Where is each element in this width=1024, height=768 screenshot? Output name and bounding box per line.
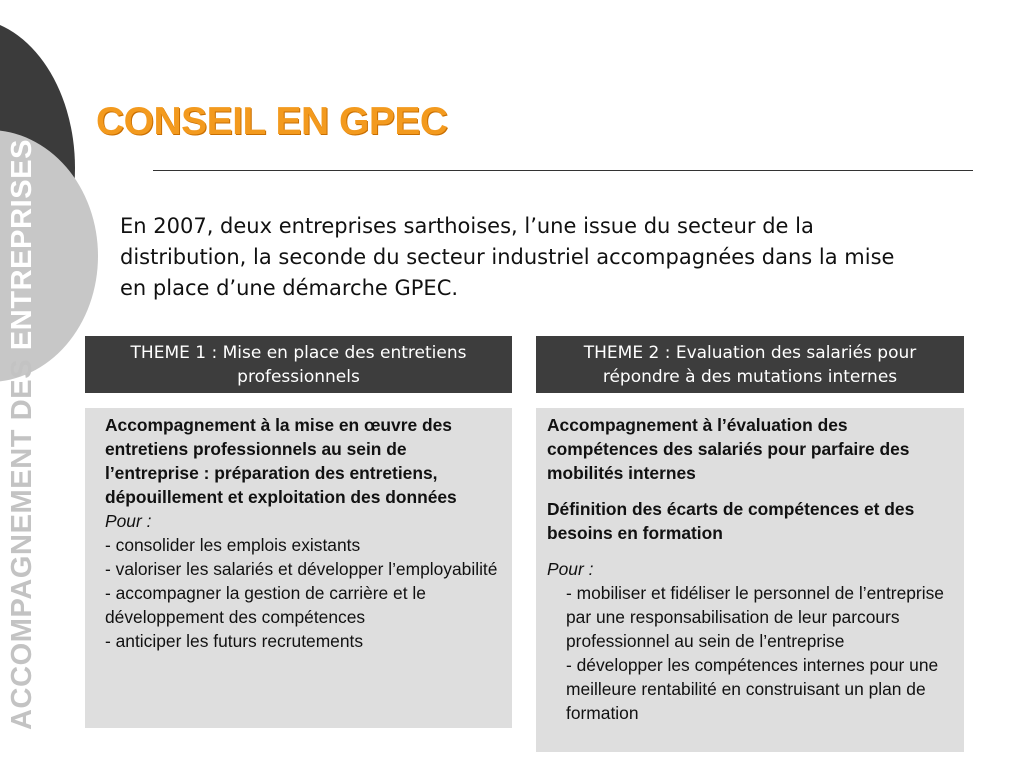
theme2-subheading: Définition des écarts de compétences et des besoins en formation	[547, 499, 915, 543]
theme2-header	[536, 336, 964, 393]
theme1-content-box	[85, 408, 512, 728]
vertical-sidebar	[0, 0, 44, 768]
theme1-header	[85, 336, 512, 393]
theme1-item: - consolider les emplois existants	[105, 535, 361, 555]
vertical-title-part1: ACCOMPAGNEMENT DES	[6, 358, 38, 730]
page-title: CONSEIL EN GPEC	[96, 100, 448, 143]
theme2-header-label: THEME 2 : Evaluation des salariés pour répondre à des mutations internes	[583, 342, 917, 387]
theme2-pour: Pour :	[547, 559, 594, 579]
theme1-item: - anticiper les futurs recrutements	[105, 631, 364, 651]
theme2-item: - développer les compétences internes pour une meilleure rentabilité en construisant un plan de formation	[566, 655, 939, 723]
theme2-item: - mobiliser et fidéliser le personnel de l’entreprise par une responsabilisation de leur parcours professionnel au sein de l’entreprise	[566, 583, 944, 651]
theme1-heading: Accompagnement à la mise en œuvre des entretiens professionnels au sein de l’entreprise : préparation des entretiens, dépouillement et exploitation des données	[105, 415, 457, 507]
intro-paragraph: En 2007, deux entreprises sarthoises, l’une issue du secteur de la distribution, la seconde du secteur industriel accompagnées dans la mise en place d’une démarche GPEC.	[120, 214, 895, 300]
vertical-title-part2: ENTREPRISES	[6, 138, 38, 351]
theme1-item: - accompagner la gestion de carrière et le développement des compétences	[105, 583, 426, 627]
title-divider	[153, 170, 973, 171]
theme1-pour: Pour :	[105, 511, 152, 531]
theme2-heading: Accompagnement à l’évaluation des compétences des salariés pour parfaire des mobilités internes	[547, 415, 910, 483]
theme2-content-box	[536, 408, 964, 752]
vertical-section-title	[2, 139, 42, 730]
theme1-header-label: THEME 1 : Mise en place des entretiens professionnels	[130, 342, 467, 387]
theme1-item: - valoriser les salariés et développer l’employabilité	[105, 559, 498, 579]
